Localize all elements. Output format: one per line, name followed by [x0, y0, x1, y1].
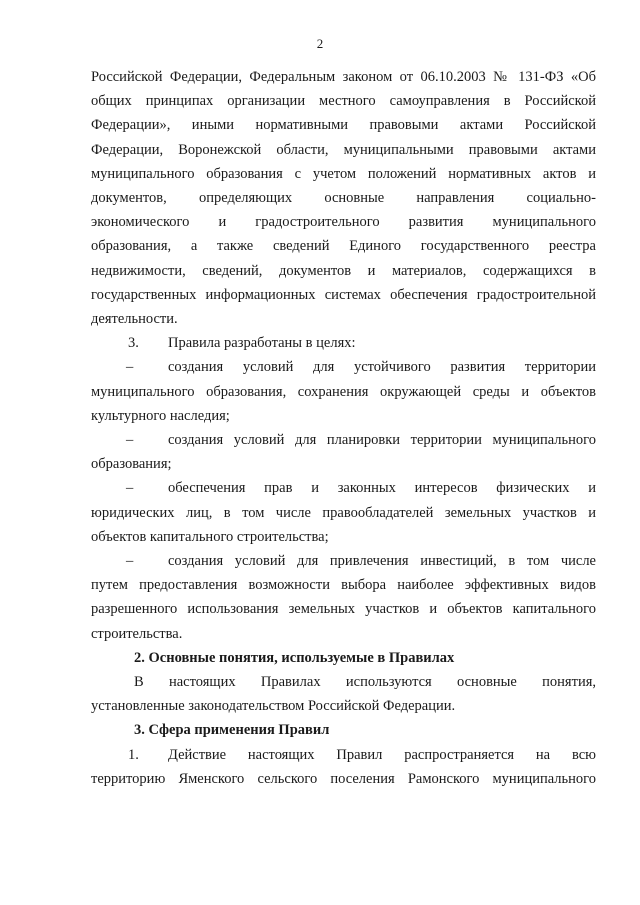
text-line: разрешенного использования земельных участков и объектов капитального	[91, 601, 596, 618]
text-line: обеспечения прав и законных интересов физических и	[168, 480, 596, 497]
text-line: экономического и градостроительного развития муниципального	[91, 214, 596, 231]
text-line: образования;	[91, 456, 172, 473]
text-line: Федерации, Воронежской области, муниципальными правовыми актами	[91, 141, 596, 158]
text-line: документов, определяющих основные направления социально-	[91, 190, 596, 206]
text-line: деятельности.	[91, 311, 178, 327]
text-line: путем предоставления возможности выбора наиболее эффективных видов	[91, 577, 596, 594]
text-line: культурного наследия;	[91, 407, 230, 424]
text-line: установленные законодательством Российской Федерации.	[91, 698, 456, 715]
page-number: 2	[316, 36, 324, 51]
text-line: государственных информационных системах обеспечения градостроительной	[91, 286, 596, 303]
section-heading: 2. Основные понятия, используемые в Правилах	[134, 649, 455, 666]
item-number: 1.	[128, 746, 139, 763]
text-line: Правила разработаны в целях:	[168, 335, 356, 352]
text-line: создания условий для привлечения инвестиций, в том числе	[168, 553, 596, 569]
text-line: образования, а также сведений Единого государственного реестра	[91, 238, 596, 255]
text-line: создания условий для планировки территории муниципального	[168, 432, 596, 448]
text-line: создания условий для устойчивого развития территории	[168, 359, 596, 376]
text-line: объектов капитального строительства;	[91, 528, 329, 545]
list-dash: –	[126, 480, 134, 497]
text-line: Федерации», иными нормативными правовыми актами Российской	[91, 117, 596, 134]
text-line: недвижимости, сведений, документов и материалов, содержащихся в	[91, 262, 596, 279]
text-line: муниципального образования, сохранения окружающей среды и объектов	[91, 383, 596, 400]
text-line: общих принципах организации местного самоуправления в Российской	[91, 93, 596, 110]
text-line: В настоящих Правилах используются основные понятия,	[134, 674, 596, 690]
text-line: территорию Яменского сельского поселения Рамонского муниципального	[91, 770, 596, 787]
text-line: строительства.	[91, 625, 183, 642]
list-dash: –	[126, 553, 134, 569]
list-dash: –	[126, 432, 134, 448]
text-line: юридических лиц, в том числе правообладателей земельных участков и	[91, 504, 596, 521]
list-dash: –	[126, 359, 134, 376]
text-line: Действие настоящих Правил распространяется на всю	[168, 746, 596, 763]
item-number: 3.	[128, 335, 139, 352]
section-heading: 3. Сфера применения Правил	[134, 722, 330, 739]
text-line: муниципального образования с учетом положений нормативных актов и	[91, 165, 596, 182]
text-line: Российской Федерации, Федеральным законом от 06.10.2003 № 131-ФЗ «Об	[91, 69, 596, 85]
